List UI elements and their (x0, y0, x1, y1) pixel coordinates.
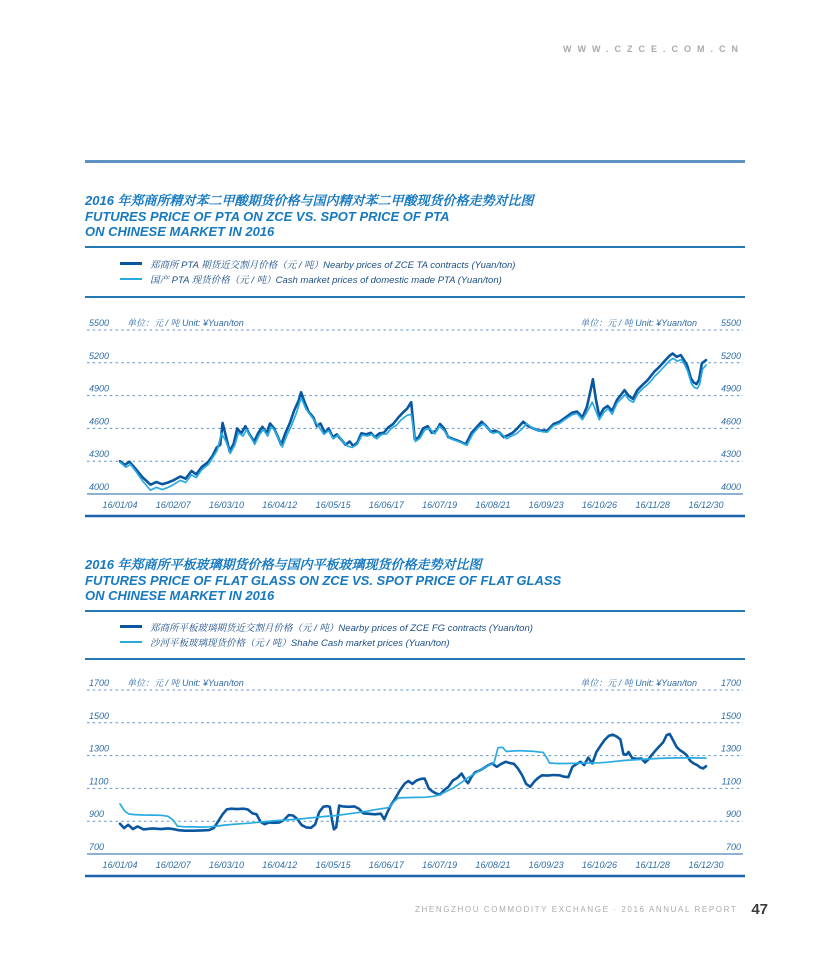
glass-title-en-1: FUTURES PRICE OF FLAT GLASS ON ZCE VS. SPOT PRICE OF FLAT GLASS (85, 572, 562, 588)
futures-line-swatch (120, 625, 142, 628)
y-axis-label-left-4600: 4600 (89, 416, 110, 427)
x-axis-label-16/11/28: 16/11/28 (635, 860, 670, 870)
unit-label-right: 单位：元 / 吨 Unit: ¥Yuan/ton (580, 318, 697, 328)
x-axis-label-16/04/12: 16/04/12 (262, 860, 298, 870)
x-axis-label-16/10/26: 16/10/26 (581, 500, 617, 510)
spot-line-swatch (120, 278, 142, 280)
y-axis-label-right-4300: 4300 (720, 449, 741, 460)
page-number: 47 (751, 901, 768, 918)
x-axis-label-16/07/19: 16/07/19 (422, 500, 458, 510)
futures-line-swatch (120, 262, 142, 265)
x-axis-label-16/02/07: 16/02/07 (155, 860, 191, 870)
glass-title-divider (85, 610, 745, 612)
x-axis-label-16/12/30: 16/12/30 (688, 500, 724, 510)
legend-item-futures (120, 619, 740, 634)
pta-title-zh: 2016 年郑商所精对苯二甲酸期货价格与国内精对苯二甲酸现货价格走势对比图 (85, 193, 534, 208)
unit-label-left: 单位：元 / 吨 Unit: ¥Yuan/ton (127, 678, 244, 688)
x-axis-label-16/11/28: 16/11/28 (635, 500, 670, 510)
spot-price-line (120, 358, 706, 490)
glass-price-line-chart (85, 675, 745, 880)
pta-chart-title (85, 193, 745, 240)
unit-label-left: 单位：元 / 吨 Unit: ¥Yuan/ton (127, 318, 244, 328)
legend-label-futures: 郑商所 PTA 期货近交割月价格（元 / 吨）Nearby prices of ZCE TA contracts (Yuan/ton) (150, 259, 516, 271)
glass-chart-title (85, 557, 745, 604)
y-axis-label-right-1300: 1300 (720, 743, 741, 754)
y-axis-label-right-5200: 5200 (720, 350, 741, 361)
y-axis-label-right-1500: 1500 (720, 710, 741, 721)
x-axis-label-16/05/15: 16/05/15 (315, 860, 351, 870)
pta-price-line-chart (85, 315, 745, 520)
legend-label-spot: 国产 PTA 现货价格（元 / 吨）Cash market prices of domestic made PTA (Yuan/ton) (150, 274, 502, 286)
x-axis-label-16/10/26: 16/10/26 (581, 860, 617, 870)
y-axis-label-left-900: 900 (89, 809, 105, 820)
y-axis-label-right-900: 900 (725, 809, 741, 820)
pta-legend-divider (85, 296, 745, 298)
y-axis-label-right-1700: 1700 (720, 678, 741, 688)
legend-label-spot: 沙河平板玻璃现货价格（元 / 吨）Shahe Cash market prices (Yuan/ton) (150, 637, 450, 649)
legend-item-futures (120, 256, 740, 271)
x-axis-label-16/08/21: 16/08/21 (475, 500, 511, 510)
x-axis-label-16/06/17: 16/06/17 (368, 860, 404, 870)
glass-title-en-2: ON CHINESE MARKET IN 2016 (85, 588, 275, 603)
pta-title-divider (85, 246, 745, 248)
y-axis-label-left-5500: 5500 (89, 318, 110, 328)
x-axis-label-16/01/04: 16/01/04 (102, 860, 138, 870)
legend-label-futures: 郑商所平板玻璃期货近交割月价格（元 / 吨）Nearby prices of ZCE FG contracts (Yuan/ton) (150, 622, 533, 634)
x-axis-label-16/12/30: 16/12/30 (688, 860, 724, 870)
x-axis-label-16/05/15: 16/05/15 (315, 500, 351, 510)
x-axis-label-16/09/23: 16/09/23 (528, 860, 564, 870)
x-axis-label-16/03/10: 16/03/10 (209, 860, 245, 870)
x-axis-label-16/06/17: 16/06/17 (368, 500, 404, 510)
pta-title-en-2: ON CHINESE MARKET IN 2016 (85, 224, 275, 239)
y-axis-label-right-700: 700 (725, 842, 741, 852)
website-url: WWW.CZCE.COM.CN (563, 44, 744, 54)
spot-line-swatch (120, 641, 142, 643)
glass-legend-divider (85, 658, 745, 660)
y-axis-label-right-4600: 4600 (720, 416, 741, 427)
legend-item-spot (120, 634, 740, 649)
x-axis-label-16/09/23: 16/09/23 (528, 500, 564, 510)
footer-report-title: ZHENGZHOU COMMODITY EXCHANGE · 2016 ANNUAL REPORT (415, 905, 738, 914)
pta-chart-legend (120, 256, 740, 286)
y-axis-label-left-4900: 4900 (89, 383, 110, 394)
x-axis-label-16/02/07: 16/02/07 (155, 500, 191, 510)
page-footer (85, 901, 768, 918)
y-axis-label-right-1100: 1100 (721, 776, 741, 787)
x-axis-label-16/03/10: 16/03/10 (209, 500, 245, 510)
futures-price-line (120, 734, 706, 831)
spot-price-line (120, 747, 706, 827)
pta-title-en-1: FUTURES PRICE OF PTA ON ZCE VS. SPOT PRICE OF PTA (85, 208, 450, 224)
legend-item-spot (120, 271, 740, 286)
y-axis-label-left-4300: 4300 (89, 449, 110, 460)
x-axis-label-16/08/21: 16/08/21 (475, 860, 511, 870)
x-axis-label-16/04/12: 16/04/12 (262, 500, 298, 510)
y-axis-label-right-5500: 5500 (720, 318, 741, 328)
y-axis-label-left-1300: 1300 (89, 743, 110, 754)
x-axis-label-16/01/04: 16/01/04 (102, 500, 138, 510)
y-axis-label-right-4900: 4900 (720, 383, 741, 394)
x-axis-label-16/07/19: 16/07/19 (422, 860, 458, 870)
y-axis-label-right-4000: 4000 (720, 482, 741, 492)
y-axis-label-left-1700: 1700 (89, 678, 110, 688)
glass-title-zh: 2016 年郑商所平板玻璃期货价格与国内平板玻璃现货价格走势对比图 (85, 557, 482, 572)
glass-chart-legend (120, 619, 740, 649)
y-axis-label-left-5200: 5200 (89, 350, 110, 361)
unit-label-right: 单位：元 / 吨 Unit: ¥Yuan/ton (580, 678, 697, 688)
y-axis-label-left-4000: 4000 (89, 482, 110, 492)
y-axis-label-left-1500: 1500 (89, 710, 110, 721)
top-divider (85, 160, 745, 163)
y-axis-label-left-1100: 1100 (89, 776, 109, 787)
y-axis-label-left-700: 700 (89, 842, 105, 852)
